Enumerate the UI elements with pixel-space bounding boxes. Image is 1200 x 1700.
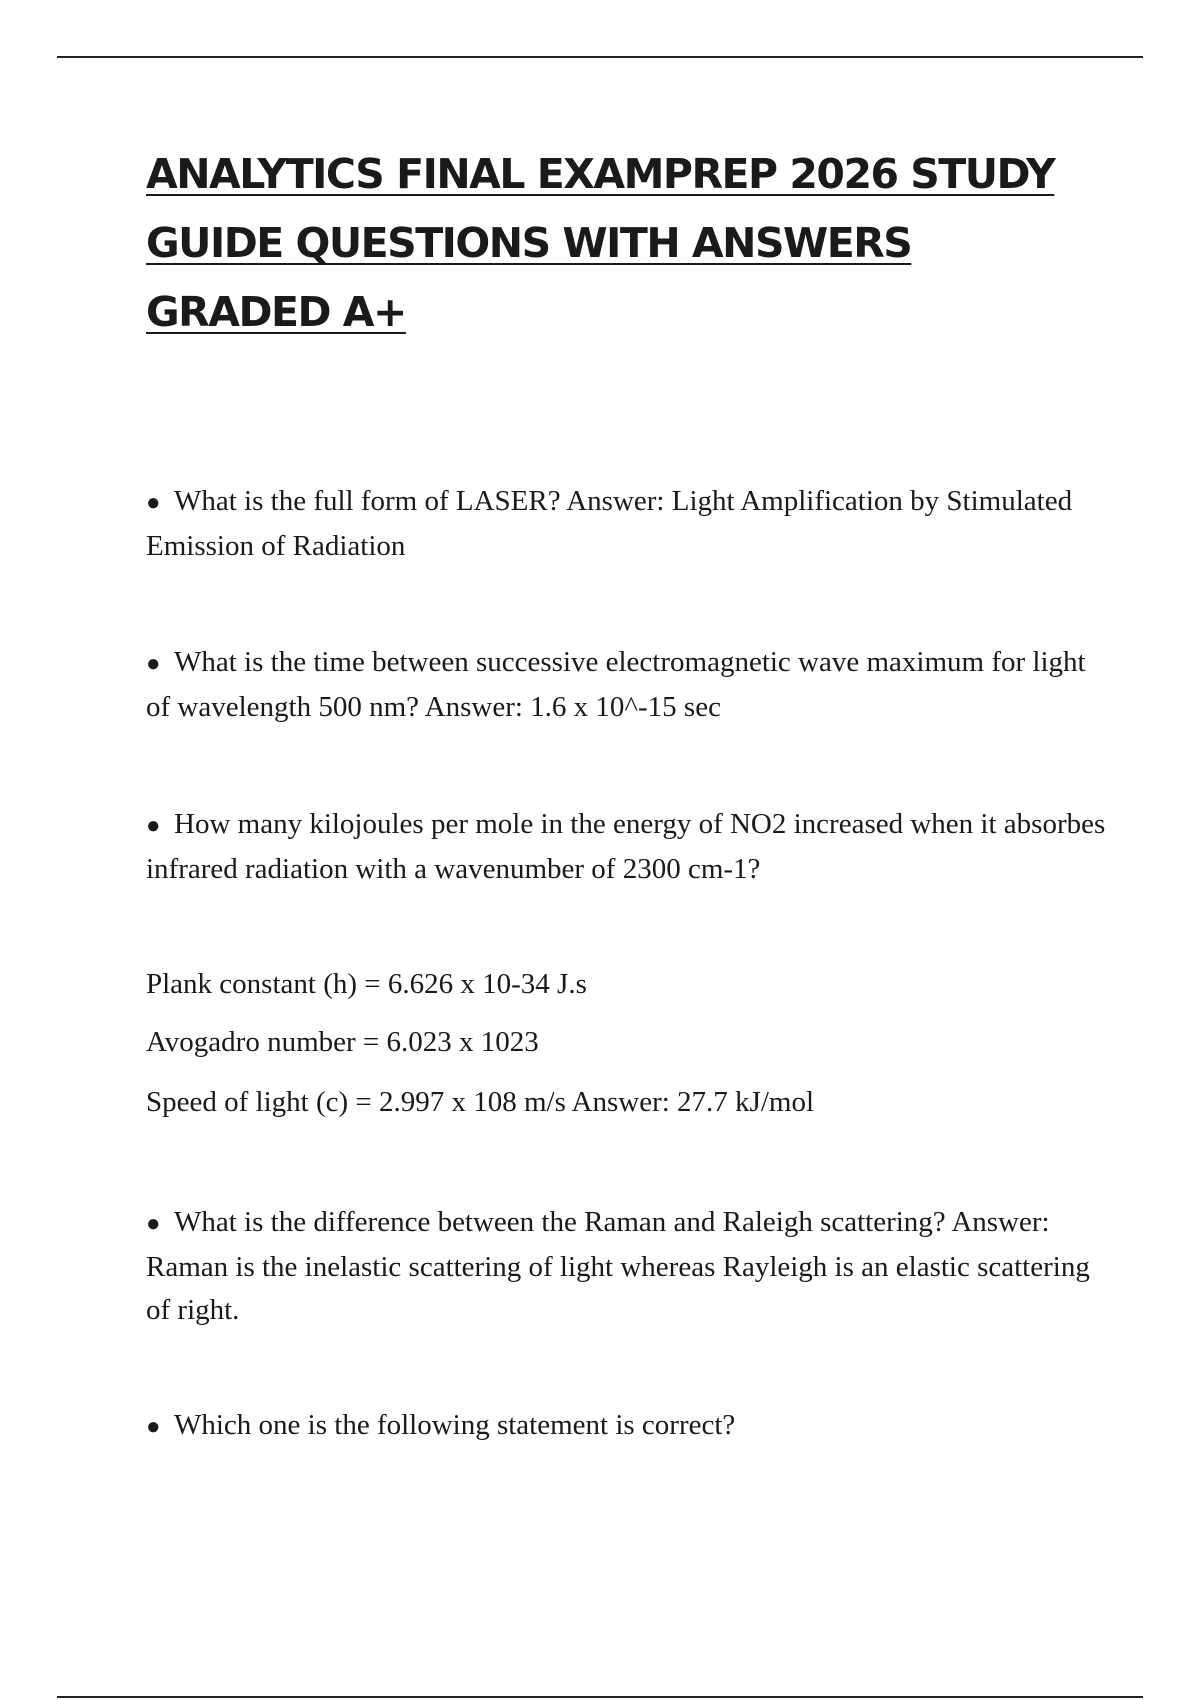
bottom-divider [57, 1696, 1143, 1698]
constant-line: Plank constant (h) = 6.626 x 10-34 J.s [146, 968, 587, 1000]
question-item [146, 803, 1106, 891]
bullet-icon: ● [146, 1414, 161, 1440]
question-item [146, 1404, 1106, 1449]
bullet-icon: ● [146, 651, 161, 677]
question-item [146, 480, 1106, 568]
question-text: What is the time between successive electromagnetic wave maximum for light of wavelength 500 nm? Answer: 1.6 x 10^-15 sec [146, 646, 1086, 723]
bullet-icon: ● [146, 1211, 161, 1237]
question-text: What is the full form of LASER? Answer: Light Amplification by Stimulated Emission of Radiation [146, 485, 1073, 562]
constant-line: Avogadro number = 6.023 x 1023 [146, 1026, 539, 1058]
bullet-icon: ● [146, 490, 161, 516]
document-title [146, 140, 1086, 347]
document-title-text: ANALYTICS FINAL EXAMPREP 2026 STUDY GUIDE QUESTIONS WITH ANSWERS GRADED A+ [146, 150, 1055, 336]
question-text: Which one is the following statement is correct? [174, 1409, 736, 1441]
question-item [146, 1201, 1106, 1332]
question-text: What is the difference between the Raman and Raleigh scattering? Answer: Raman is the inelastic scattering of light whereas Rayleigh is an elastic scattering of right. [146, 1206, 1090, 1326]
question-item [146, 641, 1106, 729]
question-text: How many kilojoules per mole in the energy of NO2 increased when it absorbes infrared radiation with a wavenumber of 2300 cm-1? [146, 808, 1106, 885]
top-divider [57, 56, 1143, 58]
bullet-icon: ● [146, 813, 161, 839]
constant-line: Speed of light (c) = 2.997 x 108 m/s Answer: 27.7 kJ/mol [146, 1086, 815, 1118]
